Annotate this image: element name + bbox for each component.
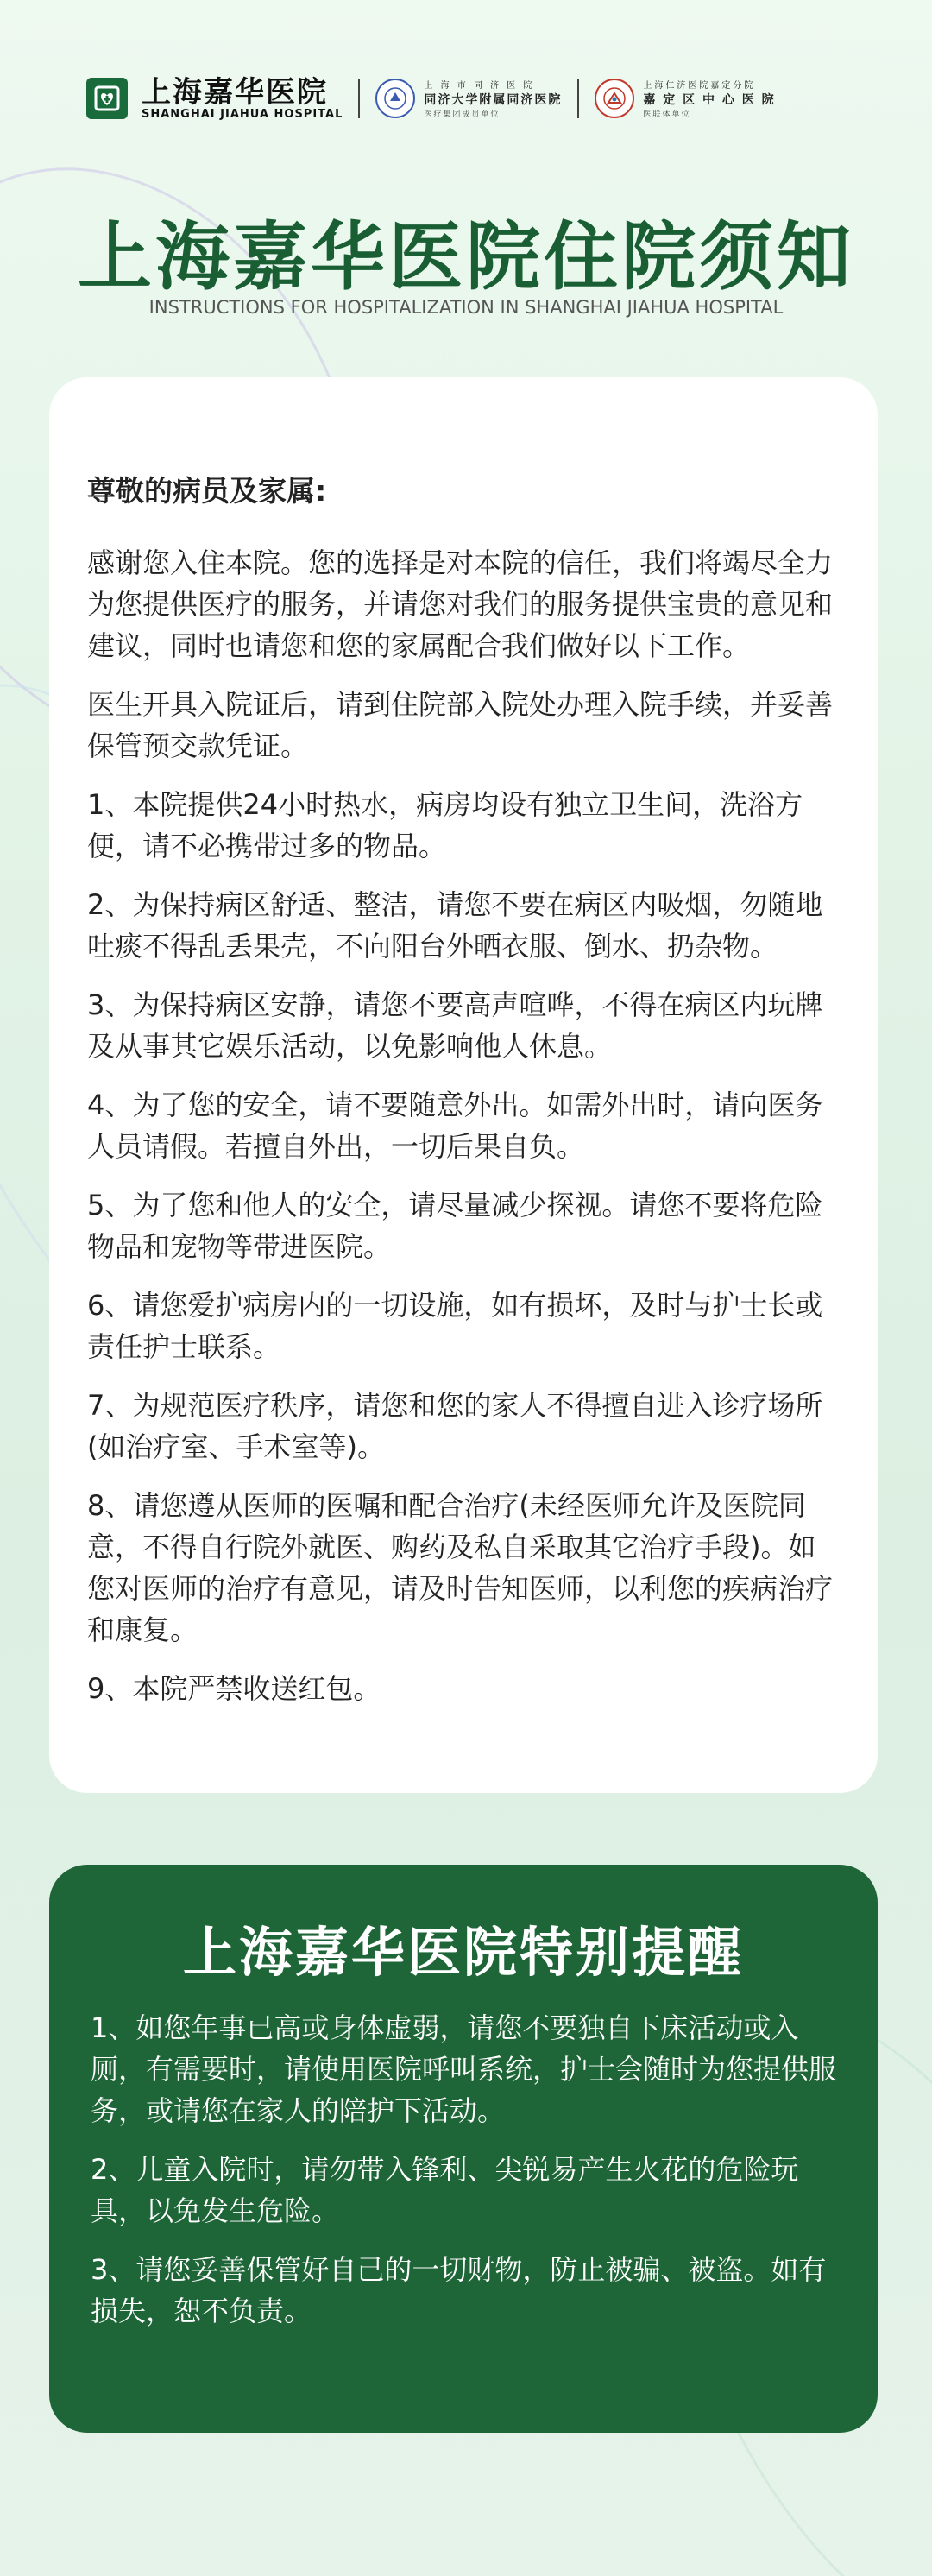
reminder-item-3: 3、请您妥善保管好自己的一切财物，防止被骗、被盗。如有损失，恕不负责。 — [91, 2253, 827, 2327]
notice-rule-7: 7、为规范医疗秩序，请您和您的家人不得擅自进入诊疗场所(如治疗室、手术室等)。 — [87, 1389, 823, 1463]
partner-tongji — [375, 78, 562, 119]
hospital-emblem-icon — [86, 78, 128, 119]
reminder-item-2: 2、儿童入院时，请勿带入锋利、尖锐易产生火花的危险玩具，以免发生危险。 — [91, 2153, 799, 2227]
special-reminder-box — [49, 1865, 878, 2433]
notice-admission: 医生开具入院证后，请到住院部入院处办理入院手续，并妥善保管预交款凭证。 — [87, 688, 834, 762]
page-subtitle: INSTRUCTIONS FOR HOSPITALIZATION IN SHANGHAI JIAHUA HOSPITAL — [148, 297, 784, 318]
hospital-name-cn: 上海嘉华医院 — [142, 74, 328, 110]
notice-rule-1: 1、本院提供24小时热水，病房均设有独立卫生间，洗浴方便，请不必携带过多的物品。 — [87, 788, 803, 862]
reminder-item-1: 1、如您年事已高或身体虚弱，请您不要独自下床活动或入厕，有需要时，请使用医院呼叫系统，护士会随时为您提供服务，或请您在家人的陪护下活动。 — [91, 2011, 837, 2127]
partner1-line1: 上 海 市 同 济 医 院 — [424, 81, 535, 91]
notice-rule-9: 9、本院严禁收送红包。 — [87, 1672, 381, 1705]
page-title: 上海嘉华医院住院须知 — [78, 214, 854, 300]
renji-seal-icon — [595, 79, 634, 118]
notice-rule-2: 2、为保持病区舒适、整洁，请您不要在病区内吸烟，勿随地吐痰不得乱丢果壳，不向阳台外晒衣服、倒水、扔杂物。 — [87, 888, 823, 963]
notice-greeting: 尊敬的病员及家属: — [87, 474, 327, 508]
reminder-title: 上海嘉华医院特别提醒 — [182, 1921, 744, 1984]
hospital-name-en: SHANGHAI JIAHUA HOSPITAL — [142, 107, 343, 121]
header-divider — [358, 79, 360, 118]
notice-intro: 感谢您入住本院。您的选择是对本院的信任，我们将竭尽全力为您提供医疗的服务，并请您对我们的服务提供宝贵的意见和建议，同时也请您和您的家属配合我们做好以下工作。 — [87, 546, 834, 662]
notice-rule-4: 4、为了您的安全，请不要随意外出。如需外出时，请向医务人员请假。若擅自外出，一切后果自负。 — [87, 1089, 823, 1163]
partner1-line2: 同济大学附属同济医院 — [424, 93, 563, 107]
notice-content — [87, 469, 840, 1727]
partner2-line3: 医联体单位 — [643, 110, 691, 119]
notice-rule-8: 8、请您遵从医师的医嘱和配合治疗(未经医师允许及医院同意，不得自行院外就医、购药及私自采取其它治疗手段)。如您对医师的治疗有意见，请及时告知医师，以利您的疾病治疗和康复。 — [87, 1489, 834, 1646]
hospital-logo — [86, 74, 343, 121]
header-logos — [86, 73, 846, 124]
tongji-seal-icon — [375, 79, 415, 118]
partner2-line1: 上海仁济医院嘉定分院 — [643, 81, 756, 91]
notice-rule-3: 3、为保持病区安静，请您不要高声喧哗，不得在病区内玩牌及从事其它娱乐活动，以免影响他人休息。 — [87, 988, 823, 1063]
notice-rule-6: 6、请您爱护病房内的一切设施，如有损坏，及时与护士长或责任护士联系。 — [87, 1289, 823, 1363]
header-divider — [577, 79, 579, 118]
partner-renji — [595, 78, 775, 119]
reminder-list — [91, 2007, 838, 2349]
partner1-line3: 医疗集团成员单位 — [424, 110, 501, 119]
notice-rule-5: 5、为了您和他人的安全，请尽量减少探视。请您不要将危险物品和宠物等带进医院。 — [87, 1189, 823, 1263]
partner2-line2: 嘉 定 区 中 心 医 院 — [643, 93, 776, 107]
notice-card — [49, 377, 878, 1793]
